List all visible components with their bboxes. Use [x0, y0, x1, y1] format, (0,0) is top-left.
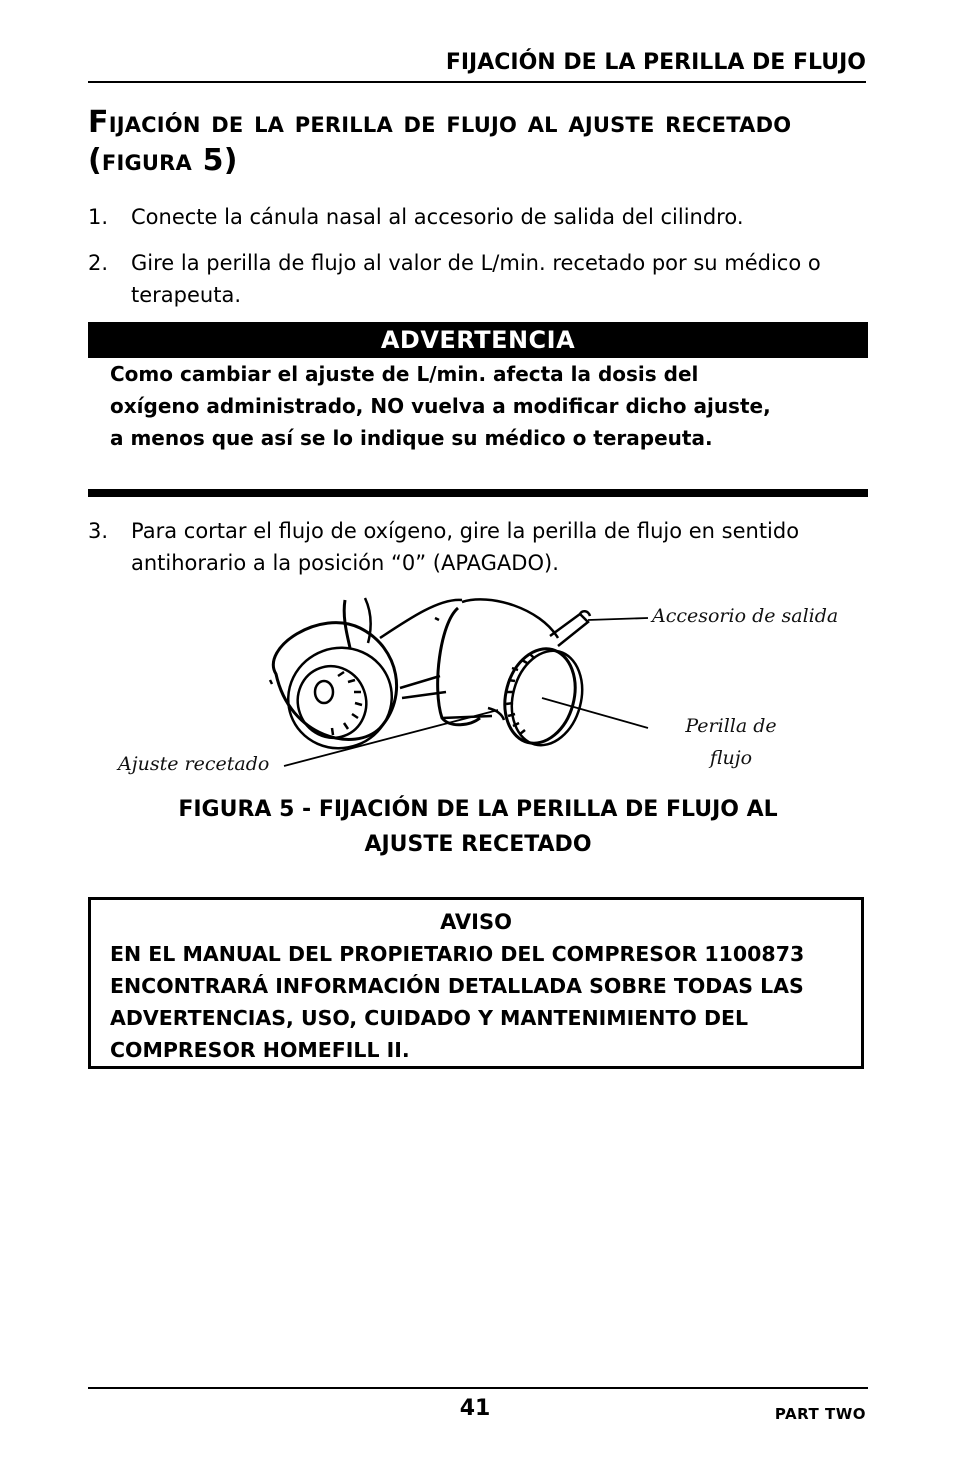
step-text: Conecte la cánula nasal al accesorio de salida del cilindro. [131, 205, 744, 229]
running-header: FIJACIÓN DE LA PERILLA DE FLUJO [88, 50, 866, 83]
step-number: 2. [88, 251, 109, 275]
footer-divider [88, 1387, 868, 1389]
figure-caption [88, 792, 868, 862]
notice-box [88, 897, 864, 1069]
step-text: Para cortar el flujo de oxígeno, gire la perilla de flujo en sentido antihorario a la posición “0” (APAGADO). [131, 519, 800, 575]
page-number: 41 [459, 1396, 491, 1421]
section-title: Fijación de la perilla de flujo al ajuste recetado (figura 5) [88, 105, 792, 178]
warning-emphasis: NO [370, 394, 405, 418]
warning-divider [88, 489, 868, 497]
step-number: 1. [88, 205, 109, 229]
warning-text-after: vuelva a modificar dicho ajuste, a menos que así se lo indique su médico o terapeuta. [110, 394, 771, 450]
figure-regulator-illustration [110, 588, 870, 788]
label-knob-line2: flujo [709, 747, 753, 769]
label-setting: Ajuste recetado [118, 753, 270, 775]
label-knob-line1: Perilla de [685, 715, 777, 737]
warning-heading: ADVERTENCIA [88, 322, 868, 358]
label-outlet: Accesorio de salida [652, 605, 839, 627]
list-item [88, 515, 868, 579]
list-item [88, 201, 868, 233]
warning-text [110, 358, 780, 454]
notice-heading: AVISO [440, 910, 512, 934]
list-item [88, 247, 868, 311]
figure-caption-line1: FIGURA 5 - FIJACIÓN DE LA PERILLA DE FLUJO AL [178, 797, 778, 822]
figure-caption-line2: AJUSTE RECETADO [364, 832, 592, 857]
warning-text-before: Como cambiar el ajuste de L/min. afecta la dosis del oxígeno administrado, [110, 362, 699, 418]
label-knob [676, 710, 786, 774]
step-number: 3. [88, 519, 109, 543]
part-label: PART TWO [774, 1405, 866, 1423]
notice-body: EN EL MANUAL DEL PROPIETARIO DEL COMPRESOR 1100873 ENCONTRARÁ INFORMACIÓN DETALLADA SOBRE TODAS LAS ADVERTENCIAS, USO, CUIDADO Y MANTENIMIENTO DEL COMPRESOR HOMEFILL II. [110, 942, 805, 1062]
step-text: Gire la perilla de flujo al valor de L/min. recetado por su médico o terapeuta. [131, 251, 821, 307]
